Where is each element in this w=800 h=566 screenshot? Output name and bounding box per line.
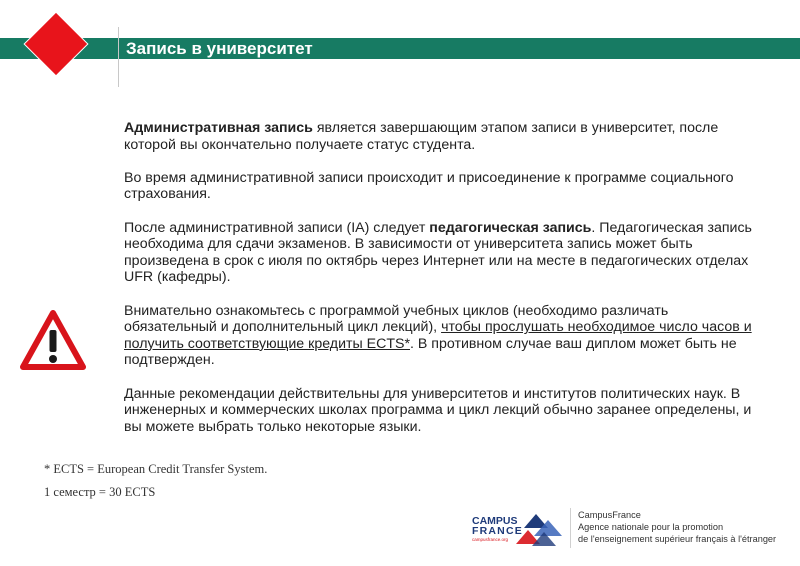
- org-name: CampusFrance: [578, 510, 641, 520]
- admin-term: Административная запись: [124, 120, 313, 136]
- logo-line2: FRANCE: [472, 525, 523, 537]
- org-line2: Agence nationale pour la promotion: [578, 522, 724, 532]
- paragraph-insurance: Во время административной записи происходит и присоединение к программе социального страхования.: [124, 169, 734, 203]
- paragraph-pedagogical: После административной записи (IA) следует педагогическая запись. Педагогическая запись необходима для сдачи экзаменов. В зависимости от университета запись может быть произведена в срок с июля по октябрь через Интернет или на месте в педагогических отделах UFR (кафедры).: [124, 219, 752, 286]
- paragraph-program: Внимательно ознакомьтесь с программой учебных циклов (необходимо различать обязательный и дополнительный цикл лекций), чтобы прослушать необходимое число часов и получить соответствующие кредиты ECTS*. В противном случае ваш диплом может быть не подтвержден.: [124, 302, 752, 369]
- paragraph-recommendations: Данные рекомендации действительны для университетов и институтов политических наук. В инженерных и коммерческих школах программа и цикл лекций обычно заранее определены, и вы можете выбрать только некоторые языки.: [124, 385, 752, 435]
- footnote-ects: * ECTS = European Credit Transfer System.: [44, 462, 268, 476]
- header-bar: [0, 38, 800, 59]
- main-text: [124, 120, 764, 435]
- ects-underlined-text: чтобы прослушать необходимое число часов и получить соответствующие кредиты ECTS*: [124, 319, 752, 352]
- paragraph-administrative: Административная запись является завершающим этапом записи в университет, после которой вы окончательно получаете статус студента.: [124, 120, 719, 153]
- footnote-semester: 1 семестр = 30 ECTS: [44, 485, 156, 499]
- header-divider: [118, 27, 119, 87]
- red-diamond-icon: [25, 13, 87, 75]
- warning-triangle-icon: [20, 310, 86, 370]
- campusfrance-logo: [472, 512, 564, 546]
- page-title: Запись в университет: [126, 39, 313, 58]
- footer-divider: [570, 508, 571, 548]
- org-line3: de l'enseignement supérieur français à l'étranger: [578, 534, 777, 544]
- pedagogical-term: педагогическая запись: [429, 219, 592, 236]
- footer-org-info: [578, 509, 776, 545]
- logo-line1: CAMPUS: [472, 515, 518, 527]
- logo-url: campusfrance.org: [472, 537, 509, 542]
